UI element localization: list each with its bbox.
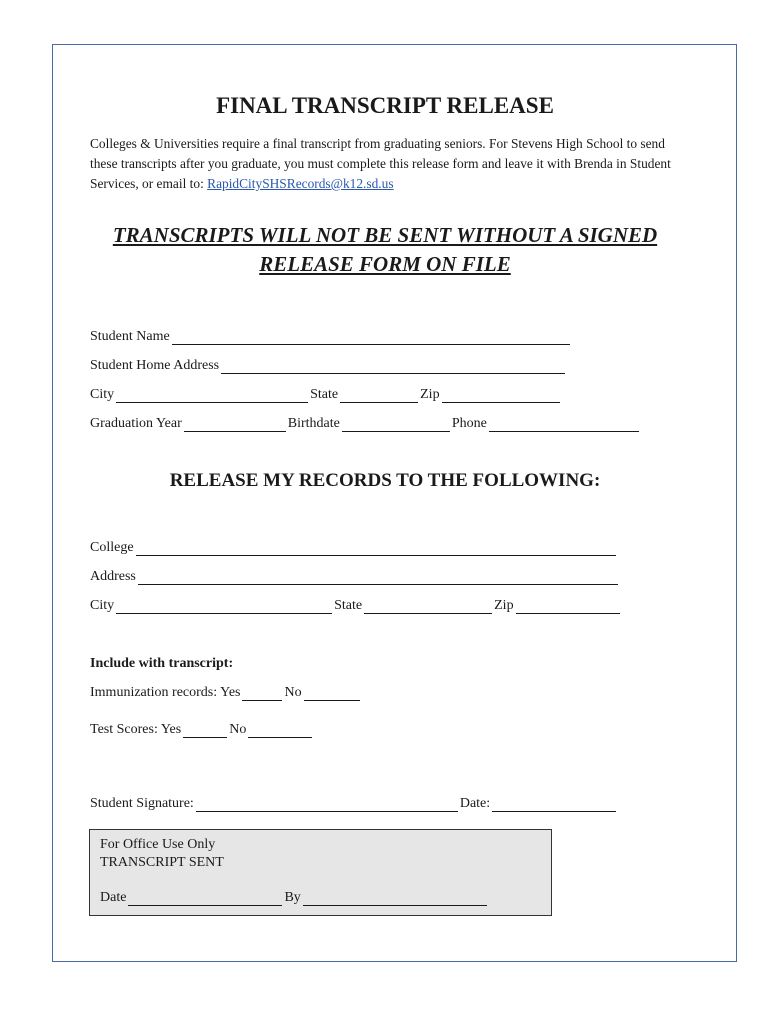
college-address-field[interactable] xyxy=(138,570,618,585)
phone-field[interactable] xyxy=(489,417,639,432)
signature-field[interactable] xyxy=(196,797,458,812)
office-date-field[interactable] xyxy=(128,891,282,906)
college-address-row xyxy=(90,565,620,585)
form-title: FINAL TRANSCRIPT RELEASE xyxy=(216,93,554,118)
college-city-field[interactable] xyxy=(116,599,332,614)
phone-label: Phone xyxy=(451,416,487,431)
student-zip-field[interactable] xyxy=(442,388,560,403)
student-zip-label: Zip xyxy=(420,387,440,402)
student-address-row xyxy=(90,354,567,374)
student-state-field[interactable] xyxy=(340,388,418,403)
college-field[interactable] xyxy=(136,541,616,556)
intro-paragraph xyxy=(90,134,690,194)
signature-label: Student Signature: xyxy=(90,796,194,811)
test-scores-no-field[interactable] xyxy=(248,723,312,738)
grad-year-label: Graduation Year xyxy=(90,416,182,431)
include-heading: Include with transcript: xyxy=(90,656,234,671)
office-date-row xyxy=(100,890,489,906)
test-scores-yes-field[interactable] xyxy=(183,723,227,738)
warning-text: TRANSCRIPTS WILL NOT BE SENT WITHOUT A SIGNED RELEASE FORM ON FILE xyxy=(112,223,658,276)
test-scores-row xyxy=(90,718,314,738)
warning-notice xyxy=(0,221,770,279)
student-name-label: Student Name xyxy=(90,329,170,344)
release-heading: RELEASE MY RECORDS TO THE FOLLOWING: xyxy=(169,470,601,491)
college-city-row xyxy=(90,594,622,614)
college-label: College xyxy=(90,540,134,555)
test-scores-no-label: No xyxy=(229,722,247,737)
college-zip-label: Zip xyxy=(494,598,514,613)
office-by-field[interactable] xyxy=(303,891,487,906)
student-state-label: State xyxy=(310,387,339,402)
student-city-label: City xyxy=(90,387,115,402)
immunization-yes-field[interactable] xyxy=(242,686,282,701)
college-state-field[interactable] xyxy=(364,599,492,614)
college-address-label: Address xyxy=(90,569,136,584)
college-city-label: City xyxy=(90,598,115,613)
immunization-no-field[interactable] xyxy=(304,686,360,701)
signature-row xyxy=(90,792,618,812)
college-state-label: State xyxy=(334,598,363,613)
student-name-row xyxy=(90,325,572,345)
college-row xyxy=(90,536,618,556)
grad-year-field[interactable] xyxy=(184,417,286,432)
student-name-field[interactable] xyxy=(172,330,570,345)
transcript-sent-label: TRANSCRIPT SENT xyxy=(100,855,224,870)
signature-date-label: Date: xyxy=(459,796,491,811)
records-email-link[interactable]: RapidCitySHSRecords@k12.sd.us xyxy=(207,176,394,191)
intro-text: Colleges & Universities require a final transcript from graduating seniors. For Stevens High School to send these transcripts after you graduate, you must complete this release form and leave it with Brenda in Student Services, or email to: xyxy=(90,136,671,191)
office-use-box xyxy=(89,829,552,916)
office-by-label: By xyxy=(284,890,301,905)
test-scores-label: Test Scores: Yes xyxy=(90,722,182,737)
immunization-row xyxy=(90,681,362,701)
office-date-label: Date xyxy=(100,890,127,905)
college-zip-field[interactable] xyxy=(516,599,620,614)
signature-date-field[interactable] xyxy=(492,797,616,812)
birthdate-field[interactable] xyxy=(342,417,450,432)
birthdate-label: Birthdate xyxy=(287,416,340,431)
immunization-no-label: No xyxy=(284,685,302,700)
office-use-label: For Office Use Only xyxy=(100,837,216,852)
student-city-row xyxy=(90,383,562,403)
student-city-field[interactable] xyxy=(116,388,308,403)
immunization-label: Immunization records: Yes xyxy=(90,685,241,700)
student-address-label: Student Home Address xyxy=(90,358,220,373)
student-address-field[interactable] xyxy=(221,359,565,374)
student-grad-row xyxy=(90,412,641,432)
